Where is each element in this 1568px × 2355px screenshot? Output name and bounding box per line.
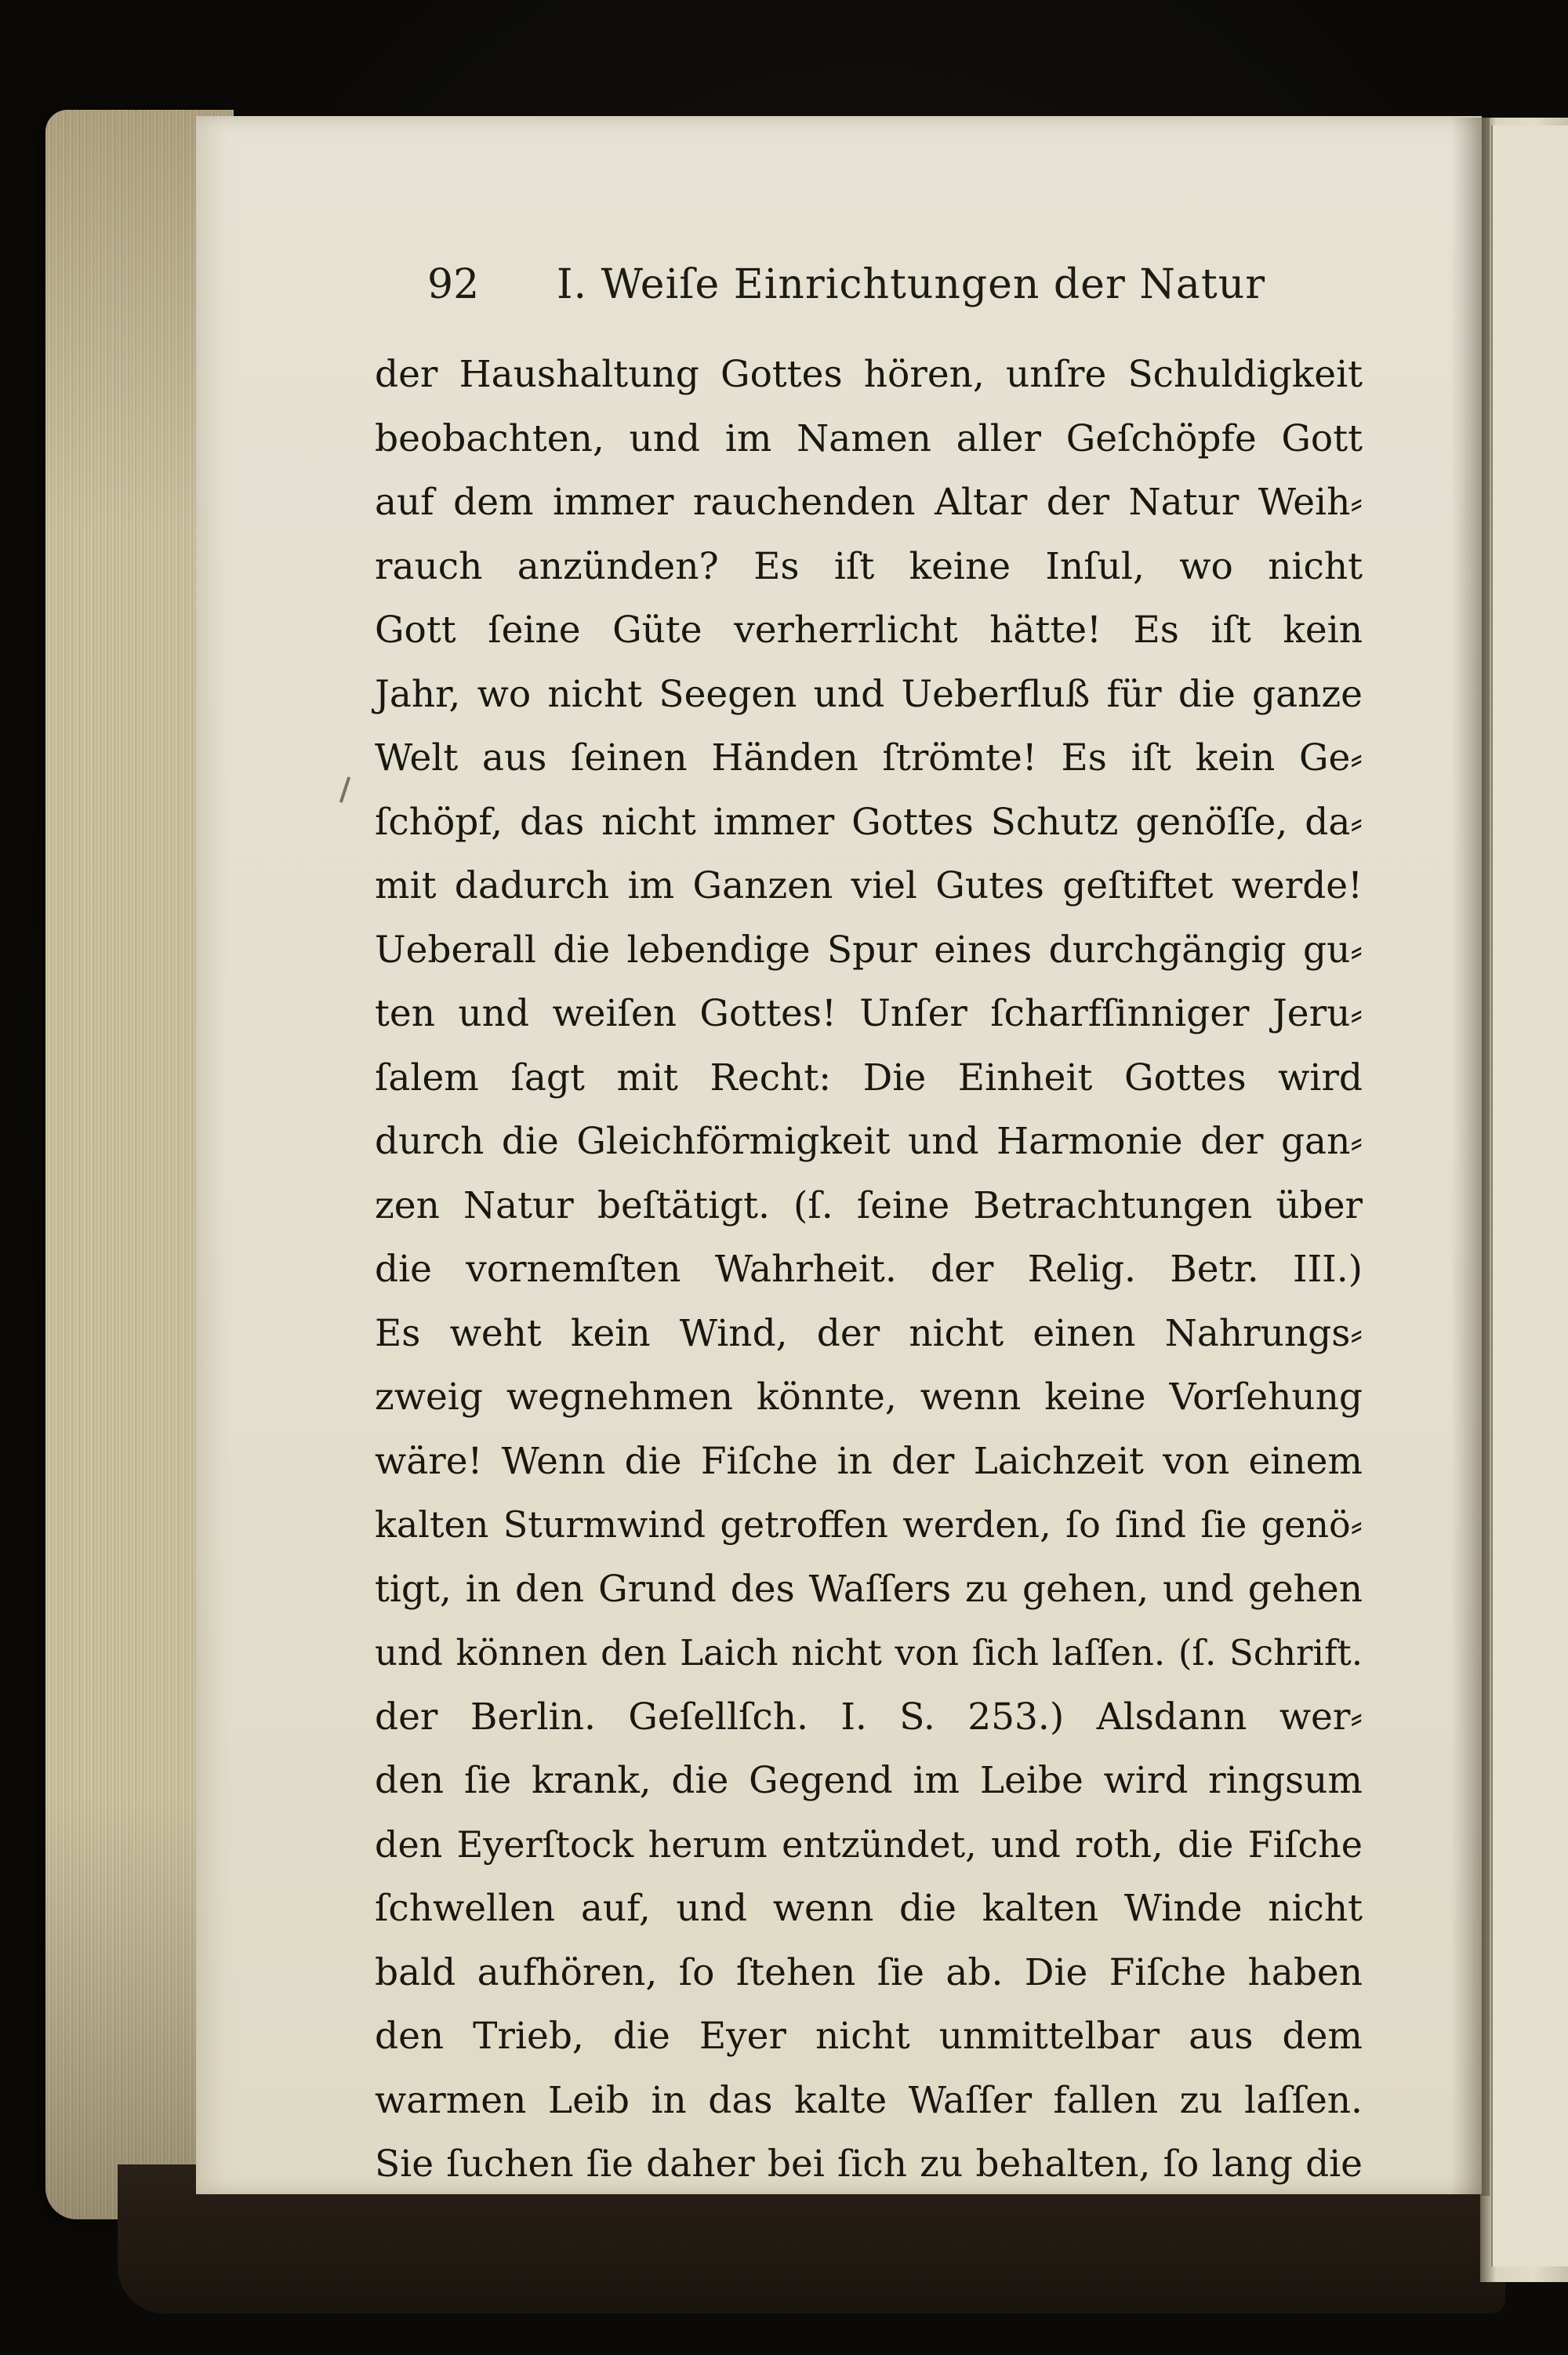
text-line: den Eyerſtock herum entzündet, und roth, die Fiſche xyxy=(375,1823,1363,1866)
text-line: mit dadurch im Ganzen viel Gutes geſtiftet werde! xyxy=(375,864,1363,907)
body-text xyxy=(375,343,1363,2197)
text-line: den Trieb, die Eyer nicht unmittelbar aus dem xyxy=(375,2015,1363,2058)
text-line: wäre! Wenn die Fiſche in der Laichzeit von einem xyxy=(375,1439,1363,1483)
text-line: ſchöpf, das nicht immer Gottes Schutz genöſſe, da⸗ xyxy=(375,800,1363,844)
facing-page xyxy=(1491,125,1568,2266)
text-line: ſalem ſagt mit Recht: Die Einheit Gottes wird xyxy=(375,1056,1363,1099)
text-line: Sie ſuchen ſie daher bei ſich zu behalten, ſo lang die xyxy=(375,2142,1363,2186)
page-number: 92 xyxy=(427,261,480,308)
text-line: Ueberall die lebendige Spur eines durchgängig gu⸗ xyxy=(375,928,1363,972)
text-line: Es weht kein Wind, der nicht einen Nahrungs⸗ xyxy=(375,1311,1363,1355)
text-line: zen Natur beſtätigt. (ſ. ſeine Betrachtungen über xyxy=(375,1183,1363,1227)
text-line: Jahr, wo nicht Seegen und Ueberfluß für die ganze xyxy=(375,672,1363,716)
text-line: Gott ſeine Güte verherrlicht hätte! Es iſt kein xyxy=(375,609,1363,652)
gutter-shadow xyxy=(1450,118,1490,2196)
text-line: beobachten, und im Namen aller Geſchöpfe Gott xyxy=(375,416,1363,460)
text-line: die vornemſten Wahrheit. der Relig. Betr. III.) xyxy=(375,1248,1363,1291)
text-line: rauch anzünden? Es iſt keine Inſul, wo nicht xyxy=(375,544,1363,588)
text-line: den ſie krank, die Gegend im Leibe wird ringsum xyxy=(375,1759,1363,1802)
text-line: der Haushaltung Gottes hören, unſre Schuldigkeit xyxy=(375,353,1363,396)
text-line: bald aufhören, ſo ſtehen ſie ab. Die Fiſche haben xyxy=(375,1950,1363,1994)
text-line: Welt aus ſeinen Händen ſtrömte! Es iſt kein Ge⸗ xyxy=(375,736,1363,780)
text-line: ſchwellen auf, und wenn die kalten Winde nicht xyxy=(375,1887,1363,1930)
text-line: auf dem immer rauchenden Altar der Natur Weih⸗ xyxy=(375,481,1363,524)
text-line: durch die Gleichförmigkeit und Harmonie der gan⸗ xyxy=(375,1120,1363,1163)
text-line: ten und weiſen Gottes! Unſer ſcharfſinniger Jeru⸗ xyxy=(375,992,1363,1035)
text-line: kalten Sturmwind getroffen werden, ſo ſind ſie genö⸗ xyxy=(375,1503,1363,1546)
text-line: und können den Laich nicht von ſich laſſen. (ſ. Schrift. xyxy=(375,1632,1363,1674)
page-header xyxy=(427,257,1329,312)
text-line: tigt, in den Grund des Waſſers zu gehen, und gehen xyxy=(375,1567,1363,1611)
text-line: der Berlin. Geſellſch. I. S. 253.) Alsdann wer⸗ xyxy=(375,1695,1363,1739)
text-line: zweig wegnehmen könnte, wenn keine Vorſehung xyxy=(375,1376,1363,1419)
text-line: warmen Leib in das kalte Waſſer fallen zu laſſen. xyxy=(375,2078,1363,2122)
running-head: I. Weiſe Einrichtungen der Natur xyxy=(557,261,1266,308)
